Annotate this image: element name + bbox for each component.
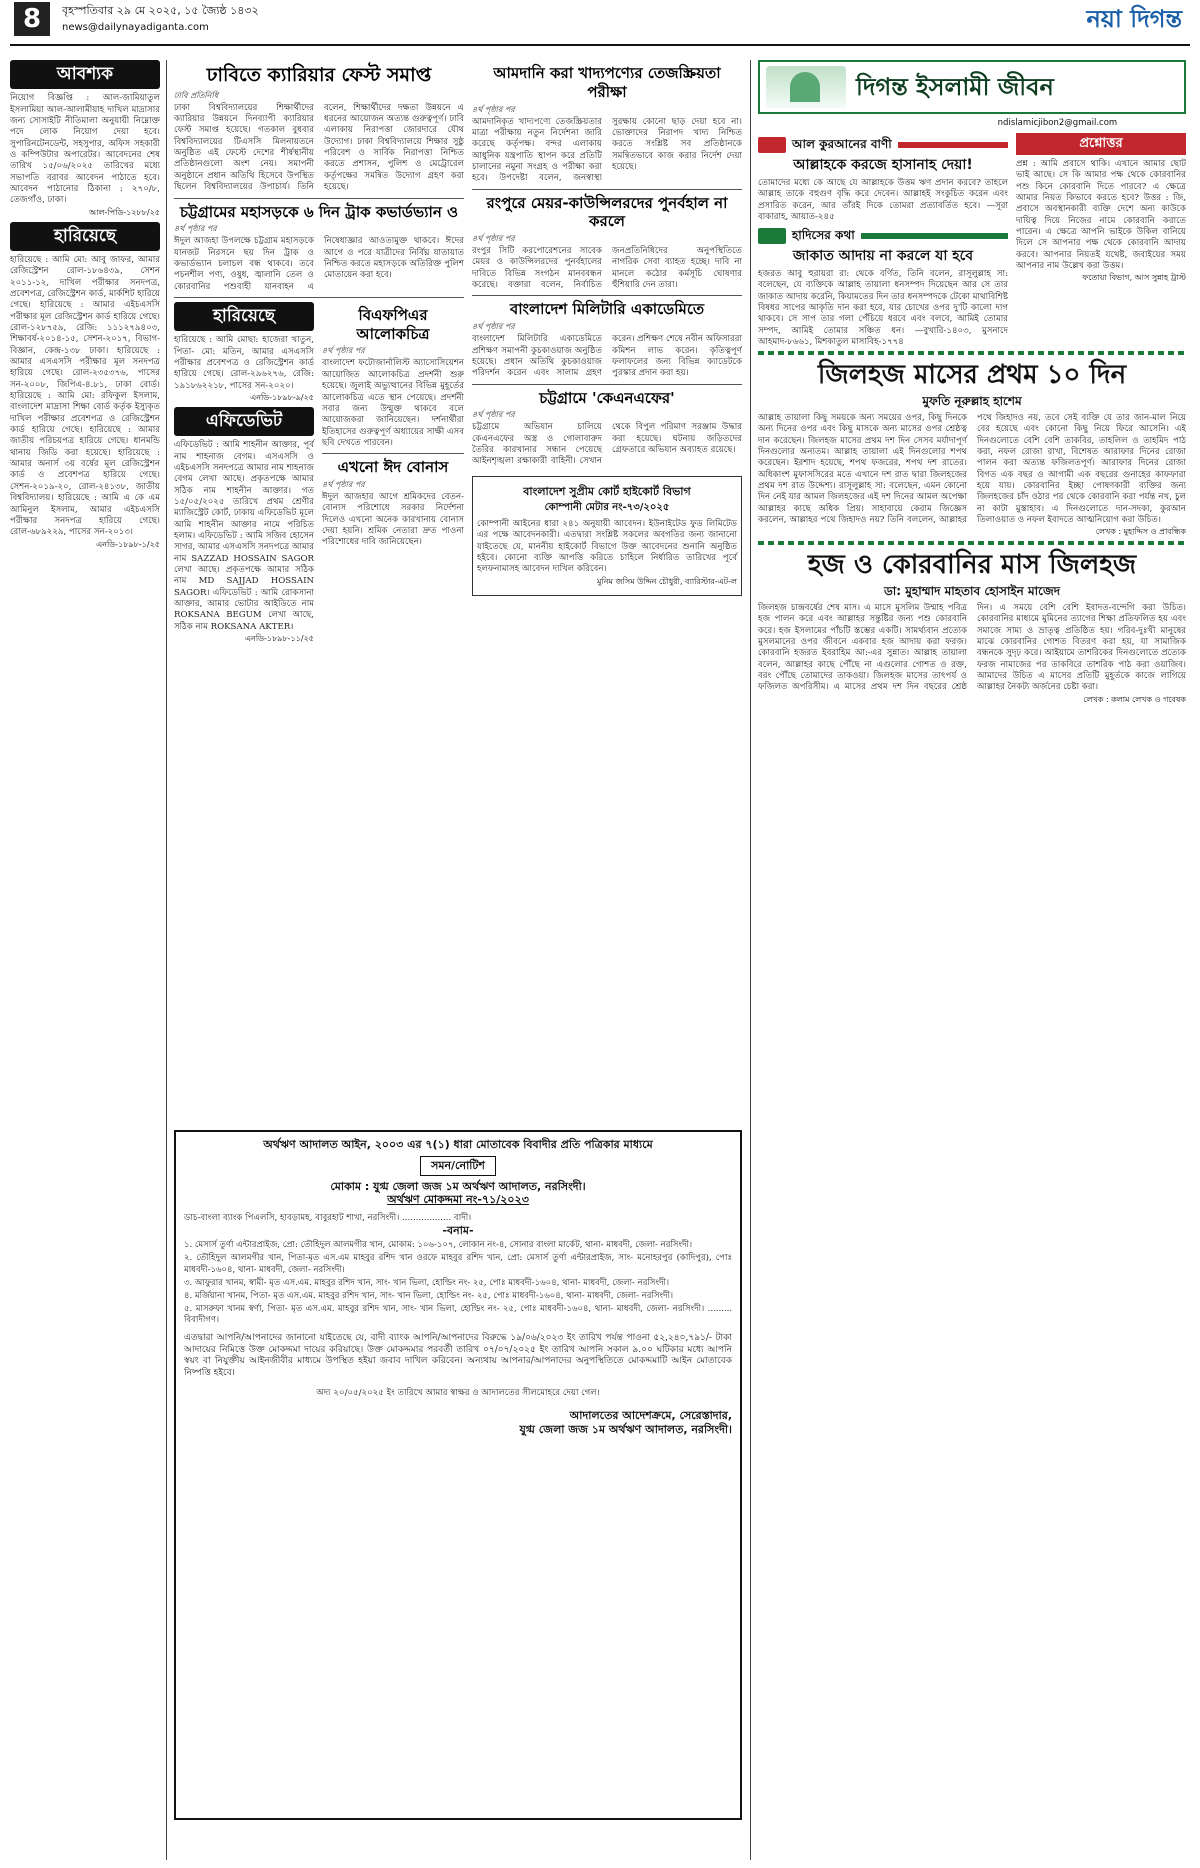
byline: ৪র্থ পৃষ্ঠার পর xyxy=(174,224,217,234)
article-body: রংপুর সিটি করপোরেশনের সাবেক মেয়র ও কাউন্সিলরদের পুনর্বহালের দাবিতে বিভিন্ন সংগঠন মানববন্ধন করেছে। বক্তারা বলেন, নির্বাচিত জনপ্রতিনিধিদের অনুপস্থিতিতে নাগরিক সেবা ব্যাহত হচ্ছে। দাবি না মানলে কঠোর কর্মসূচি ঘোষণার হুঁশিয়ারি দেন তারা। xyxy=(472,246,742,291)
divider xyxy=(322,453,464,454)
headline-military-academy[interactable]: বাংলাদেশ মিলিটারি একাডেমিতে xyxy=(509,300,705,319)
newspaper-page xyxy=(10,0,1190,1868)
section-title: দিগন্ত ইসলামী জীবন xyxy=(856,73,1054,101)
byline: ঢাবি প্রতিনিধি xyxy=(174,90,219,100)
byline: ৪র্থ পৃষ্ঠার পর xyxy=(322,479,365,489)
zilhaj-article-body: আল্লাহ তায়ালা কিছু সময়কে অন্য সময়ের ওপর, কিছু দিনকে অন্য দিনের ওপর এবং কিছু মাসকে অন্য মাসের ওপর শ্রেষ্ঠত্ব দান করেছেন। জিলহজ মাসের প্রথম দশ দিন সেসব মর্যাদাপূর্ণ দিনগুলোর অন্যতম। আল্লাহ তায়ালা এই দিনগুলোর শপথ করেছেন। ইরশাদ হয়েছে, শপথ ফজরের, শপথ দশ রাতের। অধিকাংশ মুফাসসিরের মতে এখানে দশ রাত দ্বারা জিলহজের প্রথম দশ রাত উদ্দেশ্য। রাসূলুল্লাহ সা: বলেছেন, এমন কোনো দিন নেই যার আমল জিলহজের এই দশ দিনের আমল অপেক্ষা আল্লাহর কাছে অধিক প্রিয়। সাহাবায়ে কেরাম জিজ্ঞেস করলেন, আল্লাহর পথে জিহাদও নয়? তিনি বললেন, আল্লাহর পথে জিহাদও নয়, তবে সেই ব্যক্তি যে তার জান-মাল নিয়ে বের হয়েছে এবং কোনো কিছু নিয়ে ফিরে আসেনি। এই দিনগুলোতে বেশি বেশি তাকবির, তাহলিল ও তাহমিদ পাঠ করা, নফল রোজা রাখা, বিশেষত আরাফার দিনের রোজা পালন করা অত্যন্ত ফজিলতপূর্ণ। আরাফার দিনের রোজা বিগত এক বছর ও আগামী এক বছরের গুনাহের কাফফারা হয়ে যায়। কোরবানির ইচ্ছা পোষণকারী ব্যক্তির জন্য জিলহজের চাঁদ ওঠার পর থেকে কোরবানি করা পর্যন্ত নখ, চুল না কাটা মুস্তাহাব। এ দিনগুলোতে দান-সদকা, কুরআন তিলাওয়াত ও নফল ইবাদতে আত্মনিয়োগ করা উচিত। xyxy=(758,412,1186,525)
needed-signature: আল-পিডি-১২৮৮/২৫ xyxy=(89,207,160,217)
section-email[interactable]: ndislamicjibon2@gmail.com xyxy=(997,118,1118,128)
summons-notice xyxy=(174,1130,742,1820)
quran-text: তোমাদের মধ্যে কে আছে যে আল্লাহকে উত্তম ঋণ প্রদান করবে? তাহলে আল্লাহ তাকে বহুগুণ বৃদ্ধি করে দেবেন। আল্লাহই সংকুচিত করেন এবং প্রসারিত করেন, আর তাঁরই দিকে তোমরা প্রত্যাবর্তিত হবে। —সূরা বাকারাহ, আয়াত-২৪৫ xyxy=(758,178,1008,223)
news-column-3 xyxy=(472,60,742,1120)
qa-text: প্রশ্ন : আমি প্রবাসে থাকি। এখানে আমার ছোট ভাই আছে। সে কি আমার পক্ষ থেকে কোরবানির পশু কিনে কোরবানি দিতে পারবে? এ ক্ষেত্রে আমার নিয়ত কিভাবে করতে হবে? উত্তর : জি, প্রবাসে অবস্থানকারী ব্যক্তি দেশে অন্য কাউকে দায়িত্ব দিয়ে নিজের নামে কোরবানি করাতে পারেন। এ ক্ষেত্রে আপনি ভাইকে উকিল বানিয়ে দিলে সে আপনার পক্ষ থেকে কোরবানি আদায় করবে। আপনার নিয়তই যথেষ্ট, জবাইয়ের সময় আপনার নাম উল্লেখ করা উত্তম। xyxy=(1016,158,1186,271)
notice-case-number: অর্থঋণ মোকদ্দমা নং-৭১/২০২৩ xyxy=(387,1193,529,1207)
zilhaj-article-signature: লেখক : মুহাদ্দিস ও প্রাবন্ধিক xyxy=(1095,527,1186,537)
headline-food-radiation[interactable]: আমদানি করা খাদ্যপণ্যের তেজস্ক্রিয়তা পরীক্ষা xyxy=(493,64,721,101)
hajj-article-body: জিলহজ চান্দ্রবর্ষের শেষ মাস। এ মাসে মুসলিম উম্মাহ পবিত্র হজ পালন করে এবং আল্লাহর সন্তুষ্টির জন্য পশু কোরবানি করে। হজ ইসলামের পাঁচটি স্তম্ভের একটি। সামর্থ্যবান প্রত্যেক মুসলমানের ওপর জীবনে একবার হজ আদায় করা ফরজ। কোরবানি হজরত ইবরাহিম আ:-এর সুন্নাত। আল্লাহ তায়ালা বলেন, আল্লাহর কাছে পৌঁছে না এগুলোর গোশত ও রক্ত, বরং পৌঁছে তোমাদের তাকওয়া। জিলহজ মাসের তাৎপর্য ও ফজিলত অপরিসীম। এ মাসের প্রথম দশ দিন বছরের শ্রেষ্ঠ দিন। এ সময়ে বেশি বেশি ইবাদত-বন্দেগি করা উচিত। কোরবানির মাধ্যমে মুমিনের ত্যাগের শিক্ষা প্রতিফলিত হয় এবং সমাজে সাম্য ও ভ্রাতৃত্ব প্রতিষ্ঠিত হয়। গরিব-দুঃখী মানুষের মাঝে কোরবানির গোশত বিতরণ করা হয়, যা সামাজিক বন্ধনকে সুদৃঢ় করে। আইয়ামে তাশরিকের দিনগুলোতে প্রত্যেক ফরজ নামাজের পর তাকবিরে তাশরিক পাঠ করা ওয়াজিব। আমাদের উচিত এ মাসের প্রতিটি মুহূর্তকে কাজে লাগিয়ে আল্লাহর নৈকট্য অর্জনের চেষ্টা করা। xyxy=(758,602,1186,693)
byline: ৪র্থ পৃষ্ঠার পর xyxy=(472,104,515,114)
court-notice-signature: মুনিম জসিম উদ্দিন চৌধুরী, ব্যারিস্টার-এট-ল xyxy=(596,576,737,586)
byline: ৪র্থ পৃষ্ঠার পর xyxy=(472,410,515,420)
classifieds-column xyxy=(10,60,160,1860)
divider xyxy=(174,198,464,199)
notice-court: মোকাম : যুগ্ম জেলা জজ ১ম অর্থঋণ আদালত, নরসিংদী। xyxy=(330,1179,586,1193)
qa-signature: ফতোয়া বিভাগ, আস সুন্নাহ ট্রাস্ট xyxy=(1082,273,1186,283)
headline-eid-bonus[interactable]: এখনো ঈদ বোনাস xyxy=(337,458,449,477)
islamic-life-section xyxy=(758,60,1186,1860)
quran-title[interactable]: আল্লাহকে করজে হাসানাহ দেয়া! xyxy=(793,156,973,173)
book-icon xyxy=(758,137,786,153)
byline: ৪র্থ পৃষ্ঠার পর xyxy=(472,322,515,332)
byline: ৪র্থ পৃষ্ঠার পর xyxy=(472,234,515,244)
article-body: আমদানিকৃত খাদ্যপণ্যে তেজস্ক্রিয়তার মাত্রা পরীক্ষায় নতুন নির্দেশনা জারি করেছে কর্তৃপক্ষ। বন্দর এলাকায় আধুনিক যন্ত্রপাতি স্থাপন করে প্রতিটি চালানের নমুনা সংগ্রহ ও পরীক্ষা করা হবে। উপদেষ্টা বলেন, জনস্বাস্থ্য সুরক্ষায় কোনো ছাড় দেয়া হবে না। ভোক্তাদের নিরাপদ খাদ্য নিশ্চিত করতে সংশ্লিষ্ট সব প্রতিষ্ঠানকে সমন্বিতভাবে কাজ করার নির্দেশ দেয়া হয়েছে। xyxy=(472,116,742,184)
needed-text: নিয়োগ বিজ্ঞপ্তি : আল-জামিয়াতুল ইসলামিয়া আল-আলামীয়াহ দাখিল মাদ্রাসার জন্য সোসাইটি নীতিমালা অনুযায়ী নিম্নোক্ত পদে লোক নিয়োগ দেয়া হবে। সুপারিনটেনডেন্ট, সহসুপার, অফিস সহকারী ও কম্পিউটার অপারেটর। আবেদনের শেষ তারিখ ১৫/০৬/২০২৫ তারিখের মধ্যে সভাপতি বরাবর আবেদন পাঠাতে হবে। আবেদন পাঠানোর ঠিকানা : ২৭০/৮, তেজগাঁও, ঢাকা। xyxy=(10,93,160,206)
article-body: ঈদুল আজহা উপলক্ষে চট্টগ্রাম মহাসড়কে যানজট নিরসনে ছয় দিন ট্রাক ও কভার্ডভ্যান চলাচল বন্ধ থাকবে। তবে পচনশীল পণ্য, ওষুধ, জ্বালানি তেল ও কোরবানির পশুবাহী যানবাহন এ নিষেধাজ্ঞার আওতামুক্ত থাকবে। ঈদের আগে ও পরে যাত্রীদের নির্বিঘ্ন যাতায়াত নিশ্চিত করতে মহাসড়কে অতিরিক্ত পুলিশ মোতায়েন করা হবে। xyxy=(174,236,464,292)
divider xyxy=(472,384,742,385)
affidavit-text: এফিডেভিট : আমি শাহনীন আক্তার, পূর্ব নাম শাহনাজ বেগম। এসএসসি ও এইচএসসি সনদপত্রে আমার নাম শাহনাজ বেগম লেখা আছে। প্রকৃতপক্ষে আমার সঠিক নাম শাহনীন আক্তার। গত ১৫/০৫/২০২৫ তারিখে প্রথম শ্রেণীর ম্যাজিস্ট্রেট কোর্ট, ঢাকায় এফিডেভিট মূলে আমি শাহনীন আক্তার নামে পরিচিত হলাম। এফিডেভিট : আমি সজিব হোসেন সাগর, আমার এসএসসি সনদপত্রে আমার নাম SAZZAD HOSSAIN SAGOR লেখা আছে। প্রকৃতপক্ষে আমার সঠিক নাম MD SAJJAD HOSSAIN SAGOR। এফিডেভিট : আমি রোকসানা আক্তার, আমার ভোটার আইডিতে নাম ROKSANA BEGUM লেখা আছে, সঠিক নাম ROKSANA AKTER। xyxy=(174,440,314,632)
hadith-banner xyxy=(758,228,1008,244)
header-divider xyxy=(10,44,1190,46)
notice-signature-1: আদালতের আদেশক্রমে, সেরেস্তাদার, xyxy=(569,1409,732,1423)
affidavit-signature: এনডি-১৮৯৮-১১/২৫ xyxy=(244,634,314,644)
hajj-article-signature: লেখক : কলাম লেখক ও গবেষক xyxy=(1083,694,1186,704)
crescent-icon xyxy=(758,228,786,244)
hadith-text: হজরত আবু হুরায়রা রা: থেকে বর্ণিত, তিনি বলেন, রাসূলুল্লাহ সা: বলেছেন, যে ব্যক্তিকে আল্লাহ তায়ালা ধনসম্পদ দিয়েছেন আর সে তার জাকাত আদায় করেনি, কিয়ামতের দিন তার ধনসম্পদকে টেকো মাথাবিশিষ্ট বিষধর সাপের আকৃতি দান করা হবে, যার চোখের ওপর দু'টি কালো দাগ থাকবে। সে সাপ তার গলা পেঁচিয়ে ধরবে এবং বলবে, আমিই তোমার সম্পদ, আমিই তোমার সঞ্চিত ধন। —বুখারি-১৪০৩, মুসনাদে আহমাদ-৮৬৬১, মিশকাতুল মাসাবিহ-১৭৭৪ xyxy=(758,269,1008,348)
headline-rangpur-mayor[interactable]: রংপুরে মেয়র-কাউন্সিলরদের পুনর্বহাল না করলে xyxy=(486,193,728,231)
quran-heading: আল কুরআনের বাণী xyxy=(792,137,892,152)
column-divider xyxy=(750,60,751,1860)
defendant-item: ৩. আফুরার খানম, স্বামী- মৃত এস.এম. মাহবুর রশিদ খান, সাং- খান ভিলা, হোল্ডিং নং- ২৫, পোঃ মাধবদী-১৬০৪, থানা- মাধবদী, জেলা- নরসিংদী। xyxy=(184,1277,670,1288)
court-notice-text: কোম্পানী আইনের ধারা ২৪১ অনুযায়ী আবেদন। ইউনাইটেড ফুড লিমিটেড এর পক্ষে আবেদনকারী। এতদ্বারা সংশ্লিষ্ট সকলের অবগতির জন্য জানানো যাইতেছে যে, মাননীয় হাইকোর্ট বিভাগে উক্ত আবেদনের শুনানি অনুষ্ঠিত হইবে। কোনো ব্যক্তি আপত্তি করিতে চাহিলে নির্ধারিত তারিখের পূর্বে হলফনামাসহ আবেদন দাখিল করিবেন। xyxy=(477,518,737,575)
headline-career-fest[interactable]: ঢাবিতে ক্যারিয়ার ফেস্ট সমাপ্ত xyxy=(206,64,432,86)
divider xyxy=(472,189,742,190)
notice-versus: -বনাম- xyxy=(442,1224,474,1238)
zilhaj-article-author: মুফতি নূরুল্লাহ হাশেম xyxy=(922,393,1022,408)
column-divider xyxy=(166,60,167,1860)
notice-signature-2: যুগ্ম জেলা জজ ১ম অর্থঋণ আদালত, নরসিংদী। xyxy=(519,1423,732,1437)
article-body: বাংলাদেশ মিলিটারি একাডেমিতে প্রশিক্ষণ সমাপনী কুচকাওয়াজ অনুষ্ঠিত হয়েছে। প্রধান অতিথি কুচকাওয়াজ পরিদর্শন করেন এবং সালাম গ্রহণ করেন। প্রশিক্ষণ শেষে নবীন অফিসাররা কমিশন লাভ করেন। কৃতিত্বপূর্ণ ফলাফলের জন্য বিভিন্ন ক্যাডেটকে পুরস্কার প্রদান করা হয়। xyxy=(472,334,742,379)
article-body: ঈদুল আজহার আগে শ্রমিকদের বেতন-বোনাস পরিশোধে সরকার নির্দেশনা দিলেও এখনো অনেক কারখানায় বোনাস দেয়া হয়নি। শ্রমিক নেতারা দ্রুত পাওনা পরিশোধের দাবি জানিয়েছেন। xyxy=(322,491,464,548)
affidavit-heading: এফিডেভিট xyxy=(174,407,314,436)
decor-bar xyxy=(861,233,1008,239)
headline-ctg-knf[interactable]: চট্টগ্রামে 'কেএনএফের' xyxy=(539,388,675,407)
divider xyxy=(174,297,464,298)
qa-heading: প্রশ্নোত্তর xyxy=(1016,133,1186,155)
article-body: চট্টগ্রামে অভিযান চালিয়ে কেএনএফের অস্ত্র ও গোলাবারুদ তৈরির কারখানার সন্ধান পেয়েছে আইনশৃঙ্খলা রক্ষাকারী বাহিনী। সেখান থেকে বিপুল পরিমাণ সরঞ্জাম উদ্ধার করা হয়েছে। ঘটনায় জড়িতদের গ্রেফতারে অভিযান অব্যাহত রয়েছে। xyxy=(472,422,742,467)
quran-banner xyxy=(758,137,1008,153)
lost-text-2: হারিয়েছে : আমি মোছা: হাজেরা খাতুন, পিতা- মো: মতিন, আমার এসএসসি পরীক্ষার প্রবেশপত্র ও রেজিস্ট্রেশন কার্ড হারিয়ে গেছে। রোল-২৯৬২৭৬, রেজি: ১৯১৮৬২২১৮, পাসের সন-২০২০। xyxy=(174,335,314,391)
lost-heading: হারিয়েছে xyxy=(10,222,160,251)
lost-signature: এনডি-১৮৯৮-১/২৫ xyxy=(96,539,160,549)
court-notice-title: বাংলাদেশ সুপ্রীম কোর্ট হাইকোর্ট বিভাগ xyxy=(523,484,691,498)
news-column-2 xyxy=(174,60,464,1120)
court-notice-case: কোম্পানী মেটার নং-৭৩/২০২৫ xyxy=(544,502,670,514)
hadith-title[interactable]: জাকাত আদায় না করলে যা হবে xyxy=(792,247,974,264)
defendant-item: ২. তৌহিদুল আলমগীর খান, পিতা-মৃত এস.এম মাহবুর রশিদ খান ওরফে মাহবুর রশিদ খান, প্রো: মেসার্স তুর্ণা এন্টারপ্রাইজ, সাং- মনোহরপুর (কাদিপুর), পোঃ মাধবদী-১৬০৪, থানা- মাধবদী, জেলা- নরসিংদী। xyxy=(184,1253,732,1275)
notice-date-line: অদ্য ২০/০৫/২০২৫ ইং তারিখে আমার স্বাক্ষর ও আদালতের সীলমোহরে দেয়া গেল। xyxy=(316,1388,600,1399)
defendant-item: ১. মেসার্স তুর্ণা এন্টারপ্রাইজ, প্রো: তৌহিদুল আলমগীর খান, মোকাম: ১০৬-১০৭, লোকান নং-৪, সোনার বাংলা মার্কেট, থানা- মাধবদী, জেলা- নরসিংদী। xyxy=(184,1240,693,1251)
lost-text: হারিয়েছে : আমি মো: আবু জাফর, আমার রেজিস্ট্রেশন রোল-১৮৬৪৩৯, সেশন ২০১১-১২, দাখিল পরীক্ষার সনদপত্র, প্রবেশপত্র, রেজিস্ট্রেশন কার্ড, মার্কশিট হারিয়ে গেছে। হারিয়েছে : আমার এইচএসসি পরীক্ষার মূল রেজিস্ট্রেশন কার্ড হারিয়ে গেছে। রোল-১২৮৭৫৯, রেজি: ১১১২৭৯৪০৩, শিক্ষাবর্ষ-২০১৪-১৫, সেশন-২০১৭, বিভাগ-বিজ্ঞান, কেন্দ্র-১৩৮ ঢাকা। হারিয়েছে : আমার এসএসসি পরীক্ষার মূল সনদপত্র হারিয়ে গেছে। রোল-২৩৫৩৭৬, পাসের সন-২০০৮, জিপিএ-৪.৮১, ঢাকা বোর্ড। হারিয়েছে : আমি মো: রফিকুল ইসলাম, বাংলাদেশ মাদ্রাসা শিক্ষা বোর্ড কর্তৃক ইস্যুকৃত দাখিল পরীক্ষার প্রবেশপত্র ও রেজিস্ট্রেশন কার্ড হারিয়ে গেছে। হারিয়েছে : আমার জাতীয় পরিচয়পত্র হারিয়ে গেছে। ধানমন্ডি থানায় জিডি করা হয়েছে। হারিয়েছে : আমার অনার্স ৩য় বর্ষের মূল রেজিস্ট্রেশন কার্ড ও প্রবেশপত্র হারিয়ে গেছে। সেশন-২০১৯-২০, রোল-২৪১৩৮, জাতীয় বিশ্ববিদ্যালয়। হারিয়েছে : আমি এ কে এম আমিনুল ইসলাম, আমার এইচএসসি পরীক্ষার সনদপত্র হারিয়ে গেছে। রোল-৬৮৯২২৯, পাসের সন-২০১৩। xyxy=(10,254,160,538)
page-number: 8 xyxy=(14,2,50,36)
header-email[interactable]: news@dailynayadiganta.com xyxy=(62,22,209,33)
notice-box-label: সমন/নোটিশ xyxy=(420,1156,496,1176)
issue-date: বৃহস্পতিবার ২৯ মে ২০২৫, ১৫ জ্যৈষ্ঠ ১৪৩২ xyxy=(62,4,259,17)
defendant-item: ৪. মর্জিয়ানা খানম, পিতা- মৃত এস.এম. মাহবুর রশিদ খান, সাং- খান ভিলা, হোল্ডিং নং- ২৫, পোঃ মাধবদী-১৬০৪, থানা- মাধবদী, জেলা- নরসিংদী। xyxy=(184,1290,674,1301)
needed-heading: আবশ্যক xyxy=(10,60,160,89)
hajj-article-title[interactable]: হজ ও কোরবানির মাস জিলহজ xyxy=(807,550,1137,581)
defendant-item: ৫. মাসরুফা খানম স্বর্ণা, পিতা- মৃত এস.এম. মাহবুর রশিদ খান, সাং- খান ভিলা, হোল্ডিং নং- ২৫, পোঃ মাধবদী-১৬০৪, থানা- মাধবদী, জেলা- নরসিংদী। ......... বিবাদীগণ। xyxy=(184,1304,732,1326)
notice-body: এতদ্বারা আপনি/আপনাদের জানানো যাইতেছে যে, বাদী ব্যাংক আপনি/আপনাদের বিরুদ্ধে ১৯/০৬/২০২৩ ইং তারিখ পর্যন্ত পাওনা ৫২,২৪০,৭৯১/- টাকা আদায়ের নিমিত্তে উক্ত মোকদ্দমা দায়ের করিয়াছে। উক্ত মোকদ্দমার পরবর্তী তারিখ ০৭/০৭/২০২৫ ইং তারিখ আপনি সকাল ৯.০০ ঘটিকার মধ্যে আপনি স্বয়ং বা নিযুক্তীয় আইনজীবীর মাধ্যমে উপস্থিত হইয়া জবাব দাখিল করিবেন। অন্যথায় আপনার/আপনাদের অনুপস্থিতিতে মোকদ্দমাটি আইন মোতাবেক নিষ্পত্তি হইবে। xyxy=(184,1332,732,1379)
islamic-life-banner xyxy=(758,60,1186,114)
hajj-article-author: ডা: মুহাম্মাদ মাহতাব হোসাইন মাজেদ xyxy=(883,583,1061,598)
divider xyxy=(472,295,742,296)
lost-signature-2: এনডি-১৮৯৮-৯/২৫ xyxy=(250,392,314,402)
decor-bar xyxy=(898,142,1008,148)
court-notice-box xyxy=(472,476,742,596)
page-header xyxy=(10,0,1190,60)
lost-heading-2: হারিয়েছে xyxy=(174,302,314,331)
headline-bfp-photo[interactable]: বিএফপিএর আলোকচিত্র xyxy=(356,305,430,343)
brand-logo: নয়া দিগন্ত xyxy=(1086,5,1182,33)
byline: ৪র্থ পৃষ্ঠার পর xyxy=(322,346,365,356)
article-body: ঢাকা বিশ্ববিদ্যালয়ের শিক্ষার্থীদের ক্যারিয়ার উন্নয়নে দিনব্যাপী ক্যারিয়ার ফেস্ট সমাপ্ত হয়েছে। গতকাল বুধবার বিশ্ববিদ্যালয়ের টিএসসি মিলনায়তনে অনুষ্ঠিত এই ফেস্টে দেশের শীর্ষস্থানীয় প্রতিষ্ঠানগুলো অংশ নেয়। সমাপনী অনুষ্ঠানে প্রধান অতিথি হিসেবে উপস্থিত ছিলেন বিশ্ববিদ্যালয়ের উপাচার্য। তিনি বলেন, শিক্ষার্থীদের দক্ষতা উন্নয়নে এ ধরনের আয়োজন অত্যন্ত গুরুত্বপূর্ণ। ঢাবি এলাকায় নিরাপত্তা জোরদারে যৌথ উদ্যোগ। ঢাকা বিশ্ববিদ্যালয়ে শিক্ষার সুষ্ঠু পরিবেশ ও সার্বিক নিরাপত্তা নিশ্চিত করতে প্রশাসন, পুলিশ ও মেট্রোরেল কর্তৃপক্ষের সমন্বিত উদ্যোগ গ্রহণ করা হয়েছে। xyxy=(174,102,464,193)
ornament-divider xyxy=(758,351,1186,355)
hadith-heading: হাদিসের কথা xyxy=(792,228,855,242)
ornament-divider xyxy=(758,541,1186,545)
article-body: বাংলাদেশ ফটোজার্নালিস্ট অ্যাসোসিয়েশন আয়োজিত আলোকচিত্র প্রদর্শনী শুরু হয়েছে। জুলাই অভ্যুত্থানের বিভিন্ন মুহূর্তের আলোকচিত্র এতে স্থান পেয়েছে। প্রদর্শনী সবার জন্য উন্মুক্ত থাকবে বলে আয়োজকরা জানিয়েছেন। দর্শনার্থীরা ইতিহাসের গুরুত্বপূর্ণ অধ্যায়ের সাক্ষী এসব ছবি দেখতে পারবেন। xyxy=(322,358,464,448)
headline-ctg-highway[interactable]: চট্টগ্রামের মহাসড়কে ৬ দিন ট্রাক কভার্ডভ্যান ও xyxy=(179,202,459,221)
mosque-icon xyxy=(766,66,846,108)
notice-title: অর্থঋণ আদালত আইন, ২০০৩ এর ৭(১) ধারা মোতাবেক বিবাদীর প্রতি পত্রিকার মাধ্যমে xyxy=(263,1138,653,1151)
notice-plaintiff: ডাচ-বাংলা ব্যাংক পিএলসি, হাবড়ামহ, বাবুরহাট শাখা, নরসিংদী। .................. বাদী। xyxy=(184,1213,472,1223)
zilhaj-article-title[interactable]: জিলহজ মাসের প্রথম ১০ দিন xyxy=(817,360,1127,391)
